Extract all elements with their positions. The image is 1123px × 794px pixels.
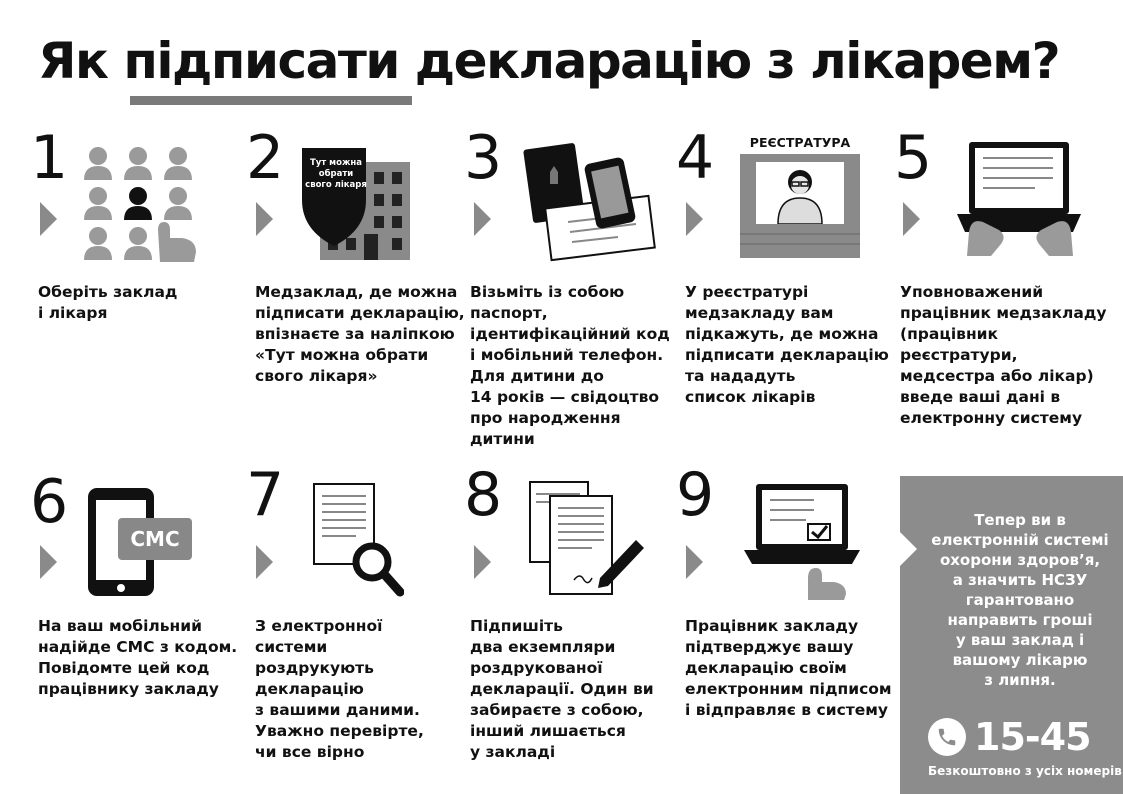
hotline-number: 15-45	[974, 715, 1091, 759]
arrow-icon	[474, 202, 491, 236]
step-number: 4	[676, 123, 715, 193]
arrow-icon	[903, 202, 920, 236]
page-title: Як підписати декларацію з лікарем?	[38, 32, 1060, 90]
summary-text: Тепер ви в електронній системі охорони здоров’я, а значить НСЗУ гарантовано направить гроші у ваш заклад і вашому лікарю з липня.	[931, 511, 1109, 689]
arrow-icon	[900, 532, 917, 566]
laptop-typing-icon	[955, 140, 1085, 260]
arrow-icon	[256, 202, 273, 236]
step-number: 5	[894, 123, 933, 193]
reception-desk-icon	[740, 154, 860, 258]
documents-phone-icon	[518, 140, 658, 262]
step-number: 3	[464, 123, 503, 193]
arrow-icon	[40, 545, 57, 579]
title-underline	[130, 96, 412, 105]
arrow-icon	[686, 202, 703, 236]
step-number: 7	[246, 460, 285, 530]
step-description: У реєстратурі медзакладу вам підкажуть, де можна підписати декларацію та нададуть список лікарів	[685, 283, 889, 406]
step-description: Працівник закладу підтверджує вашу декларацію своїм електронним підписом і відправляє в систему	[685, 617, 892, 719]
step-number: 6	[30, 467, 69, 537]
arrow-icon	[256, 545, 273, 579]
reception-sign: РЕЄСТРАТУРА	[749, 135, 851, 150]
sticker-label: Тут можна обрати свого лікаря	[305, 158, 367, 190]
arrow-icon	[40, 202, 57, 236]
sms-bubble: СМС	[118, 518, 192, 560]
step-description: Оберіть заклад і лікаря	[38, 283, 178, 322]
step-number: 8	[464, 460, 503, 530]
step-number: 1	[30, 123, 69, 193]
arrow-icon	[474, 545, 491, 579]
hotline-note: Безкоштовно з усіх номерів	[928, 764, 1122, 778]
doctors-grid-icon	[78, 138, 198, 263]
step-description: Візьміть із собою паспорт, ідентифікаційний код і мобільний телефон. Для дитини до 14 років — свідоцтво про народження дитини	[470, 283, 670, 448]
step-number: 9	[676, 460, 715, 530]
phone-icon	[928, 718, 966, 756]
step-description: На ваш мобільний надійде СМС з кодом. Повідомте цей код працівнику закладу	[38, 617, 238, 698]
arrow-icon	[686, 545, 703, 579]
document-magnifier-icon	[312, 482, 404, 600]
step-description: Підпишіть два екземпляри роздрукованої декларації. Один ви забираєте з собою, інший лишається у закладі	[470, 617, 654, 761]
step-description: Медзаклад, де можна підписати декларацію, впізнаєте за наліпкою «Тут можна обрати свого лікаря»	[255, 283, 465, 385]
step-description: Уповноважений працівник медзакладу (працівник реєстратури, медсестра або лікар) введе ваші дані в електронну систему	[900, 283, 1107, 427]
step-description: З електронної системи роздрукують декларацію з вашими даними. Уважно перевірте, чи все вірно	[255, 617, 424, 761]
laptop-check-icon	[742, 482, 862, 600]
sign-documents-icon	[528, 480, 648, 598]
hotline[interactable]	[928, 714, 1091, 760]
step-number: 2	[246, 123, 285, 193]
